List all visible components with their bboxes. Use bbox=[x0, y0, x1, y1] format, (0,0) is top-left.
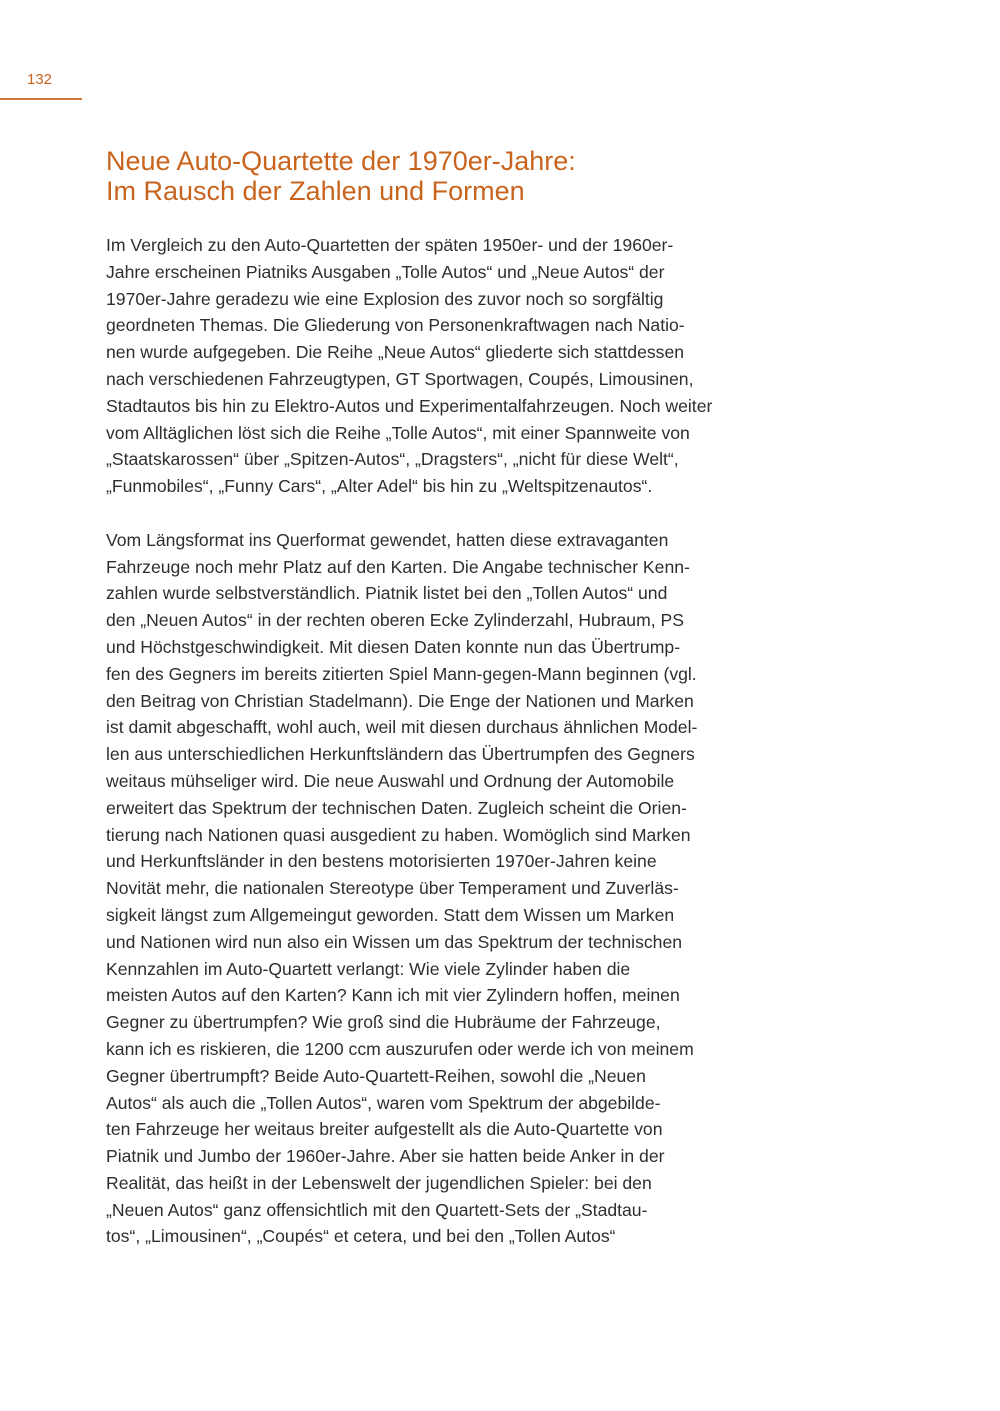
text-line: weitaus mühseliger wird. Die neue Auswahl und Ordnung der Automobile bbox=[106, 770, 675, 791]
text-line: Stadtautos bis hin zu Elektro-Autos und Experimentalfahrzeugen. Noch weiter bbox=[106, 395, 713, 416]
text-line: len aus unterschiedlichen Herkunftsländern das Übertrumpfen des Gegners bbox=[106, 744, 695, 765]
text-line: „Neuen Autos“ ganz offensichtlich mit den Quartett-Sets der „Stadtau- bbox=[106, 1199, 648, 1220]
header-rule bbox=[0, 98, 82, 100]
text-line: ten Fahrzeuge her weitaus breiter aufgestellt als die Auto-Quartette von bbox=[106, 1119, 663, 1140]
text-line: Gegner übertrumpft? Beide Auto-Quartett-Reihen, sowohl die „Neuen bbox=[106, 1065, 646, 1086]
text-line: und Höchstgeschwindigkeit. Mit diesen Daten konnte nun das Übertrump- bbox=[106, 636, 681, 657]
section-title bbox=[106, 146, 576, 206]
text-line: Vom Längsformat ins Querformat gewendet, hatten diese extravaganten bbox=[106, 529, 669, 550]
text-line: fen des Gegners im bereits zitierten Spiel Mann-gegen-Mann beginnen (vgl. bbox=[106, 663, 697, 684]
text-line: Jahre erscheinen Piatniks Ausgaben „Tolle Autos“ und „Neue Autos“ der bbox=[106, 261, 665, 282]
title-line: Neue Auto-Quartette der 1970er-Jahre: bbox=[106, 146, 576, 176]
text-line: nen wurde aufgegeben. Die Reihe „Neue Autos“ gliederte sich stattdessen bbox=[106, 342, 685, 363]
text-line: ist damit abgeschafft, wohl auch, weil mit diesen durchaus ähnlichen Model- bbox=[106, 717, 698, 738]
text-line: sigkeit längst zum Allgemeingut geworden. Statt dem Wissen um Marken bbox=[106, 904, 675, 925]
text-line: geordneten Themas. Die Gliederung von Personenkraftwagen nach Natio- bbox=[106, 315, 685, 336]
text-line: und Herkunftsländer in den bestens motorisierten 1970er-Jahren keine bbox=[106, 851, 657, 872]
text-line: kann ich es riskieren, die 1200 ccm auszurufen oder werde ich von meinem bbox=[106, 1038, 694, 1059]
text-line: meisten Autos auf den Karten? Kann ich mit vier Zylindern hoffen, meinen bbox=[106, 985, 680, 1006]
text-line: Kennzahlen im Auto-Quartett verlangt: Wie viele Zylinder haben die bbox=[106, 958, 631, 979]
paragraph bbox=[106, 527, 786, 1251]
text-line: Piatnik und Jumbo der 1960er-Jahre. Aber sie hatten beide Anker in der bbox=[106, 1146, 665, 1167]
text-line: Realität, das heißt in der Lebenswelt der jugendlichen Spieler: bei den bbox=[106, 1172, 652, 1193]
text-line: Fahrzeuge noch mehr Platz auf den Karten. Die Angabe technischer Kenn- bbox=[106, 556, 690, 577]
body-text bbox=[106, 232, 786, 1277]
text-line: 1970er-Jahre geradezu wie eine Explosion des zuvor noch so sorgfältig bbox=[106, 288, 664, 309]
text-line: und Nationen wird nun also ein Wissen um das Spektrum der technischen bbox=[106, 931, 683, 952]
text-line: den Beitrag von Christian Stadelmann). Die Enge der Nationen und Marken bbox=[106, 690, 694, 711]
text-line: „Funmobiles“, „Funny Cars“, „Alter Adel“ bis hin zu „Weltspitzenautos“. bbox=[106, 476, 653, 497]
text-line: den „Neuen Autos“ in der rechten oberen Ecke Zylinderzahl, Hubraum, PS bbox=[106, 610, 684, 631]
text-line: nach verschiedenen Fahrzeugtypen, GT Sportwagen, Coupés, Limousinen, bbox=[106, 368, 694, 389]
text-line: zahlen wurde selbstverständlich. Piatnik listet bei den „Tollen Autos“ und bbox=[106, 583, 668, 604]
paragraph bbox=[106, 232, 786, 500]
page-number: 132 bbox=[27, 71, 53, 88]
text-line: tos“, „Limousinen“, „Coupés“ et cetera, und bei den „Tollen Autos“ bbox=[106, 1226, 616, 1247]
text-line: „Staatskarossen“ über „Spitzen-Autos“, „Dragsters“, „nicht für diese Welt“, bbox=[106, 449, 679, 470]
text-line: Novität mehr, die nationalen Stereotype über Temperament und Zuverläs- bbox=[106, 878, 679, 899]
text-line: erweitert das Spektrum der technischen Daten. Zugleich scheint die Orien- bbox=[106, 797, 687, 818]
text-line: Autos“ als auch die „Tollen Autos“, waren vom Spektrum der abgebilde- bbox=[106, 1092, 661, 1113]
title-line: Im Rausch der Zahlen und Formen bbox=[106, 176, 525, 206]
text-line: Im Vergleich zu den Auto-Quartetten der späten 1950er- und der 1960er- bbox=[106, 235, 674, 255]
text-line: vom Alltäglichen löst sich die Reihe „Tolle Autos“, mit einer Spannweite von bbox=[106, 422, 690, 443]
text-line: Gegner zu übertrumpfen? Wie groß sind die Hubräume der Fahrzeuge, bbox=[106, 1012, 661, 1033]
text-line: tierung nach Nationen quasi ausgedient zu haben. Womöglich sind Marken bbox=[106, 824, 691, 845]
